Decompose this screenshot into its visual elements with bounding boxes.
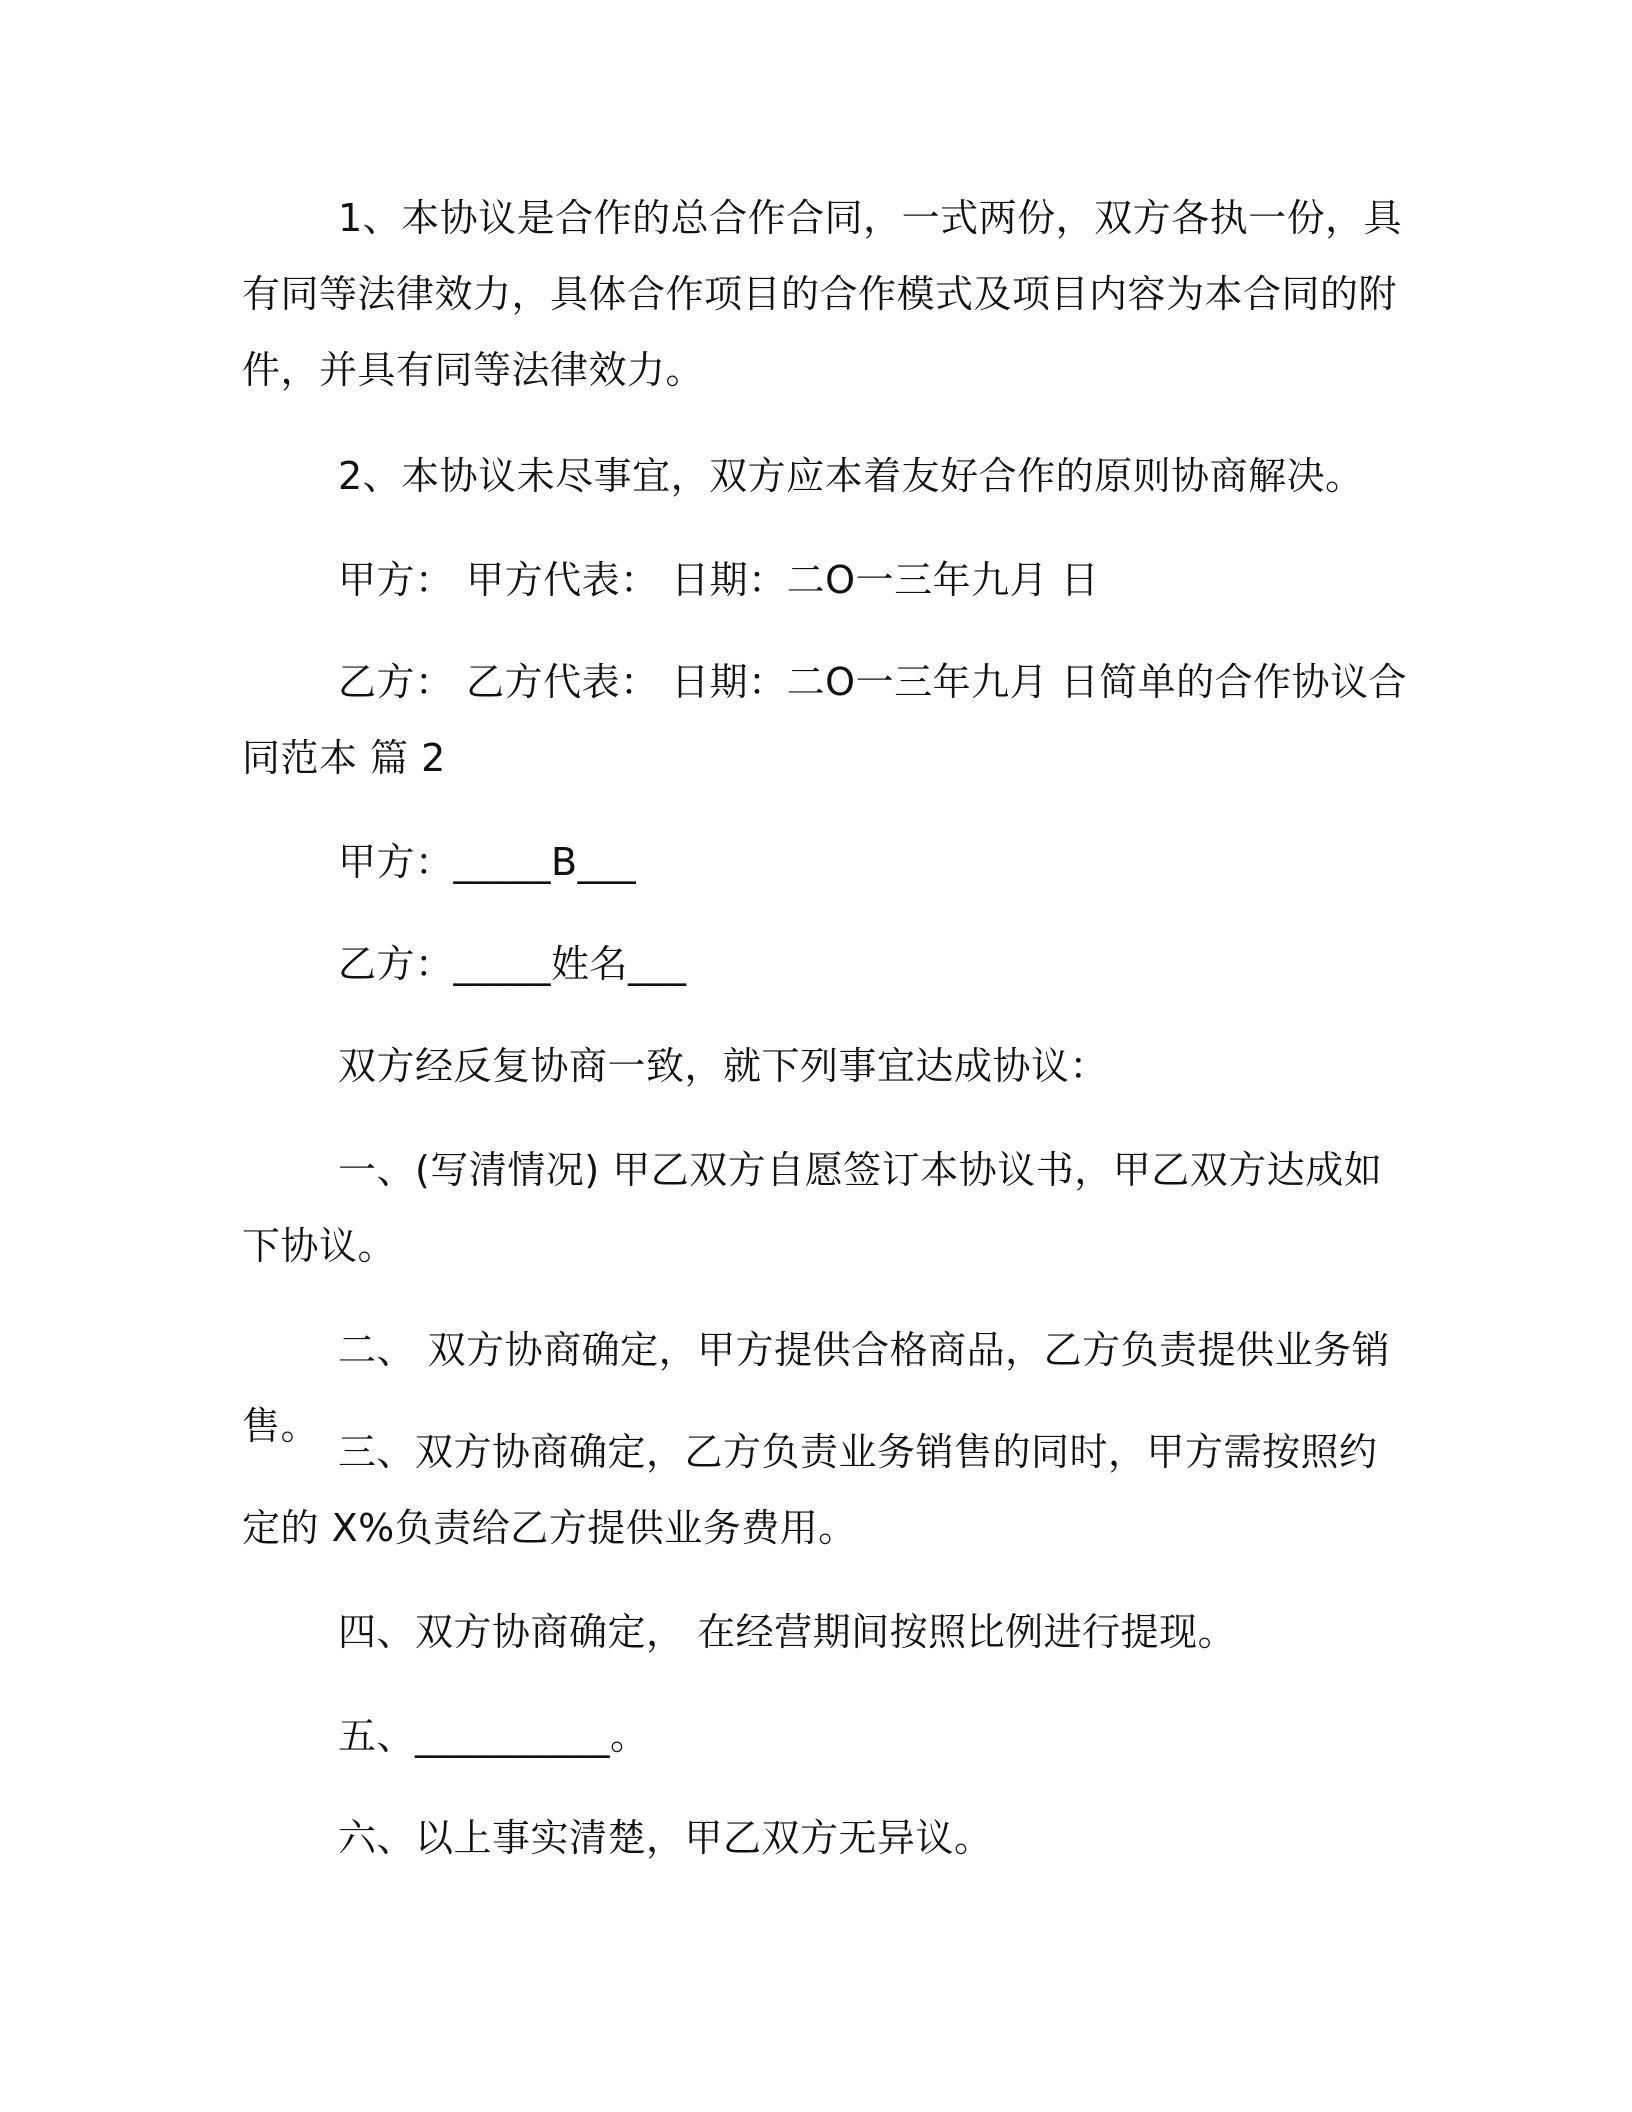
paragraph-intro: 双方经反复协商一致，就下列事宜达成协议：: [338, 1044, 1109, 1088]
paragraph-article-6: 六、以上事实清楚，甲乙双方无异议。: [338, 1816, 993, 1860]
paragraph-article-3: 三、双方协商确定，乙方负责业务销售的同时，甲方需按照约定的 X%负责给乙方提供业务费用。: [242, 1430, 1378, 1550]
paragraph-party-b: 乙方：_____姓名___: [338, 942, 687, 986]
paragraph-clause-1: 1、本协议是合作的总合作合同，一式两份，双方各执一份，具有同等法律效力，具体合作项目的合作模式及项目内容为本合同的附件，并具有同等法律效力。: [242, 196, 1403, 392]
paragraph-article-2: 二、 双方协商确定，甲方提供合格商品，乙方负责提供业务销售。: [242, 1328, 1391, 1448]
paragraph-article-5: 五、__________。: [338, 1714, 649, 1758]
paragraph-article-4: 四、双方协商确定， 在经营期间按照比例进行提现。: [338, 1610, 1237, 1654]
paragraph-clause-2: 2、本协议未尽事宜，双方应本着友好合作的原则协商解决。: [338, 454, 1364, 498]
paragraph-article-1: 一、(写清情况) 甲乙双方自愿签订本协议书，甲乙双方达成如下协议。: [242, 1148, 1383, 1268]
paragraph-party-b-signature: 乙方： 乙方代表： 日期：二O一三年九月 日简单的合作协议合同范本 篇 2: [242, 660, 1408, 780]
paragraph-party-a: 甲方：_____B___: [338, 840, 637, 884]
paragraph-party-a-signature: 甲方： 甲方代表： 日期：二O一三年九月 日: [338, 558, 1100, 602]
